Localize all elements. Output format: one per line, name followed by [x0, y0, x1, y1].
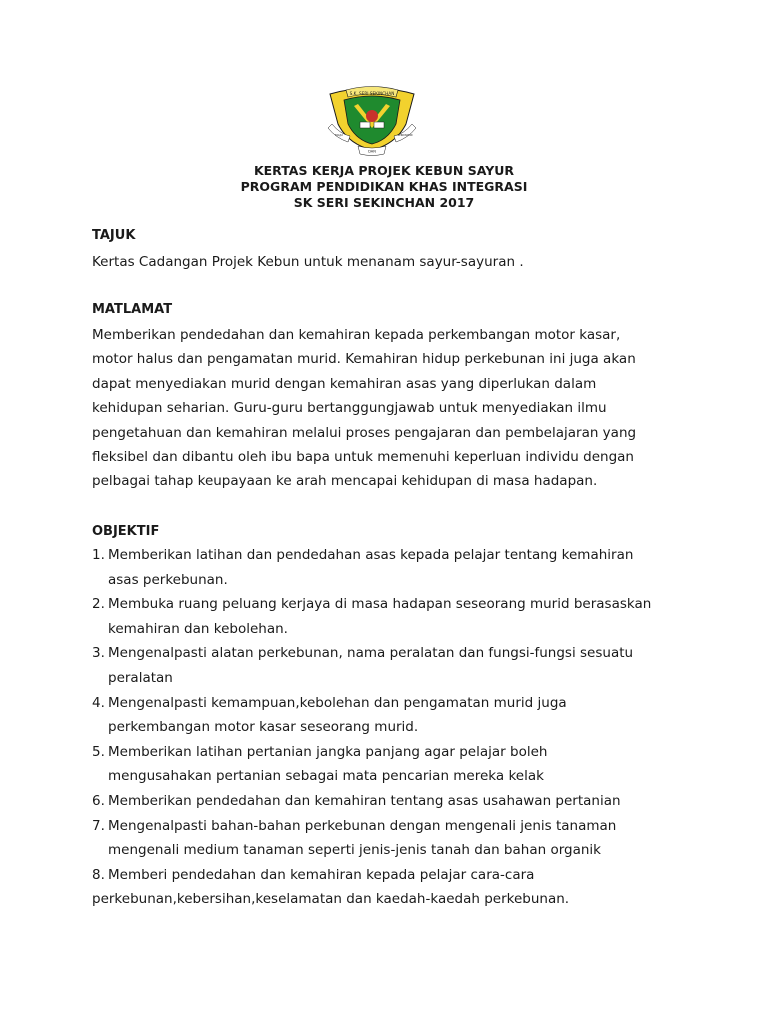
- list-item-line: mengenali medium tanaman seperti jenis-jenis tanah dan bahan organik: [108, 842, 601, 859]
- list-item: [92, 592, 692, 641]
- list-item-number: 7.: [92, 817, 105, 834]
- list-item-number: 1.: [92, 547, 105, 563]
- matlamat-line: Memberikan pendedahan dan kemahiran kepada perkembangan motor kasar,: [92, 327, 621, 343]
- list-item-line: Memberikan latihan pertanian jangka panjang agar pelajar boleh: [108, 743, 548, 760]
- list-item-line: peralatan: [108, 669, 173, 686]
- list-item-number: 8.: [92, 866, 105, 883]
- list-item: [92, 814, 692, 863]
- list-item-line: perkebunan,kebersihan,keselamatan dan kaedah-kaedah perkebunan.: [92, 891, 570, 908]
- list-item: [92, 863, 692, 912]
- matlamat-line: pengetahuan dan kemahiran melalui proses pengajaran dan pembelajaran yang: [92, 424, 637, 441]
- matlamat-line: motor halus dan pengamatan murid. Kemahiran hidup perkebunan ini juga akan: [92, 351, 636, 368]
- matlamat-heading: MATLAMAT: [92, 302, 173, 317]
- matlamat-line: kehidupan seharian. Guru-guru bertanggungjawab untuk menyediakan ilmu: [92, 400, 607, 417]
- title-line-1: KERTAS KERJA PROJEK KEBUN SAYUR: [253, 163, 515, 178]
- matlamat-line: fleksibel dan dibantu oleh ibu bapa untuk memenuhi keperluan individu dengan: [92, 448, 634, 465]
- list-item: [92, 740, 692, 789]
- objektif-list: [92, 543, 692, 912]
- matlamat-paragraph: [92, 323, 692, 494]
- logo-motto-right: BERDISIPLIN: [397, 134, 413, 137]
- list-item: [92, 543, 692, 592]
- document-title: [0, 163, 768, 211]
- title-line-2: PROGRAM PENDIDIKAN KHAS INTEGRASI: [240, 179, 528, 194]
- tajuk-line: Kertas Cadangan Projek Kebun untuk menanam sayur-sayuran .: [92, 254, 524, 270]
- list-item-number: 3.: [92, 645, 105, 662]
- tajuk-heading: TAJUK: [92, 228, 136, 243]
- title-line-3: SK SERI SEKINCHAN 2017: [293, 195, 475, 210]
- list-item-line: asas perkebunan.: [108, 571, 228, 588]
- school-crest-icon: [326, 84, 418, 156]
- list-item-line: Mengenalpasti bahan-bahan perkebunan dengan mengenali jenis tanaman: [108, 817, 617, 834]
- objektif-heading: OBJEKTIF: [92, 524, 160, 539]
- list-item-number: 6.: [92, 792, 105, 809]
- list-item-line: Memberikan pendedahan dan kemahiran tentang asas usahawan pertanian: [108, 792, 621, 809]
- list-item-number: 2.: [92, 596, 105, 613]
- list-item-number: 4.: [92, 694, 105, 711]
- school-logo: [326, 84, 418, 156]
- list-item-line: Memberikan latihan dan pendedahan asas kepada pelajar tentang kemahiran: [108, 547, 634, 563]
- list-item-line: Membuka ruang peluang kerjaya di masa hadapan seseorang murid berasaskan: [108, 596, 652, 613]
- logo-motto-left: MAJU: [335, 133, 343, 137]
- list-item-line: mengusahakan pertanian sebagai mata pencarian mereka kelak: [108, 768, 544, 785]
- list-item: [92, 691, 692, 740]
- list-item-line: kemahiran dan kebolehan.: [108, 620, 288, 637]
- tajuk-text: [92, 250, 692, 274]
- list-item: [92, 789, 692, 814]
- list-item-line: Mengenalpasti alatan perkebunan, nama peralatan dan fungsi-fungsi sesuatu: [108, 645, 634, 662]
- list-item-line: perkembangan motor kasar seseorang murid.: [108, 719, 419, 736]
- list-item: [92, 641, 692, 690]
- matlamat-line: pelbagai tahap keupayaan ke arah mencapai kehidupan di masa hadapan.: [92, 473, 598, 490]
- list-item-number: 5.: [92, 743, 105, 760]
- list-item-line: Memberi pendedahan dan kemahiran kepada pelajar cara-cara: [108, 866, 535, 883]
- logo-motto-bottom: DAN: [368, 149, 376, 154]
- list-item-line: Mengenalpasti kemampuan,kebolehan dan pengamatan murid juga: [108, 694, 567, 711]
- logo-banner-text: S.K. SERI SEKINCHAN: [349, 91, 395, 96]
- matlamat-line: dapat menyediakan murid dengan kemahiran asas yang diperlukan dalam: [92, 375, 597, 392]
